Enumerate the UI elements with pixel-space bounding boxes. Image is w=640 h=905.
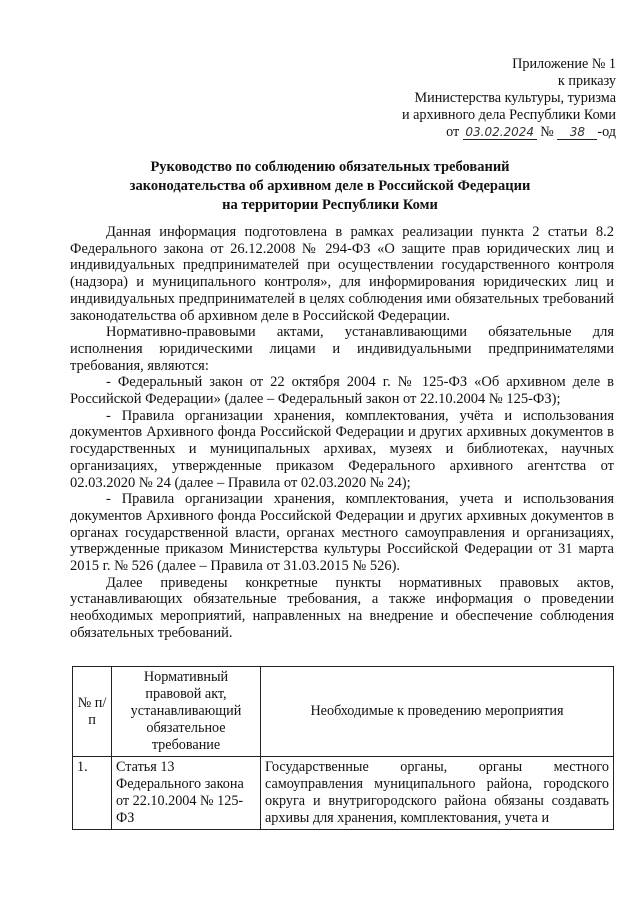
paragraph-acts-intro: Нормативно-правовыми актами, устанавливающими обязательные для исполнения юридическими лицами и индивидуальными предпринимателями требования, являются:	[70, 324, 614, 374]
requirements-table	[72, 666, 614, 830]
paragraph-intro: Данная информация подготовлена в рамках реализации пункта 2 статьи 8.2 Федерального закона от 26.12.2008 № 294-ФЗ «О защите прав юридических лиц и индивидуальных предпринимателей при осуществлении государственного контроля (надзора) и муниципального контроля», для информирования юридических лиц и индивидуальных предпринимателей в целях соблюдения ими обязательных требований законодательства об архивном деле в Российской Федерации.	[70, 224, 614, 324]
header-measures: Необходимые к проведению мероприятия	[261, 667, 614, 757]
document-title	[60, 158, 600, 215]
title-line-1: Руководство по соблюдению обязательных требований	[150, 159, 510, 175]
appendix-ministry-line1: Министерства культуры, туризма	[414, 90, 616, 106]
handwritten-date: 03.02.2024	[463, 125, 537, 140]
table-header-row	[73, 667, 614, 757]
row-legal-act: Статья 13 Федерального закона от 22.10.2004 № 125-ФЗ	[112, 757, 261, 830]
row-measures: Государственные органы, органы местного самоуправления муниципального района, городского округа и внутригородского района обязаны создавать архивы для хранения, комплектования, учета и	[261, 757, 614, 830]
appendix-ministry-line2: и архивного дела Республики Коми	[401, 107, 616, 123]
row-number: 1.	[73, 757, 112, 830]
appendix-header	[402, 56, 616, 141]
header-number: № п/п	[73, 667, 112, 757]
paragraph-rules-2015: - Правила организации хранения, комплектования, учета и использования документов Архивного фонда Российской Федерации и других архивных документов в органах государственной власти, органах местного самоуправления и организациях, утвержденные приказом Министерства культуры Российской Федерации от 31 марта 2015 г. № 526 (далее – Правила от 31.03.2015 № 526).	[70, 491, 614, 575]
from-label: от	[446, 124, 460, 140]
paragraph-rules-2020: - Правила организации хранения, комплектования, учёта и использования документов Архивного фонда Российской Федерации и других архивных документов в государственных и муниципальных архивах, музеях и библиотеках, научных организациях, утвержденные приказом Федерального архивного агентства от 02.03.2020 № 24 (далее – Правила от 02.03.2020 № 24);	[70, 407, 614, 491]
header-legal-act: Нормативный правовой акт, устанавливающий обязательное требование	[112, 667, 261, 757]
document-body	[70, 224, 614, 642]
number-sign: №	[540, 124, 554, 140]
appendix-order-ref: к приказу	[557, 73, 616, 89]
appendix-date-number-line	[402, 124, 616, 141]
title-line-2: законодательства об архивном деле в Российской Федерации	[129, 178, 531, 194]
paragraph-conclusion: Далее приведены конкретные пункты нормативных правовых актов, устанавливающих обязательные требования, а также информация о проведении необходимых мероприятий, направленных на внедрение и обеспечение соблюдения обязательных требований.	[70, 574, 614, 641]
handwritten-number: 38	[557, 125, 597, 140]
paragraph-federal-law: - Федеральный закон от 22 октября 2004 г. № 125-ФЗ «Об архивном деле в Российской Федерации» (далее – Федеральный закон от 22.10.2004 № 125-ФЗ);	[70, 374, 614, 408]
order-suffix: -од	[597, 124, 616, 140]
title-line-3: на территории Республики Коми	[222, 197, 438, 213]
table-row	[73, 757, 614, 830]
appendix-title: Приложение № 1	[512, 56, 616, 72]
